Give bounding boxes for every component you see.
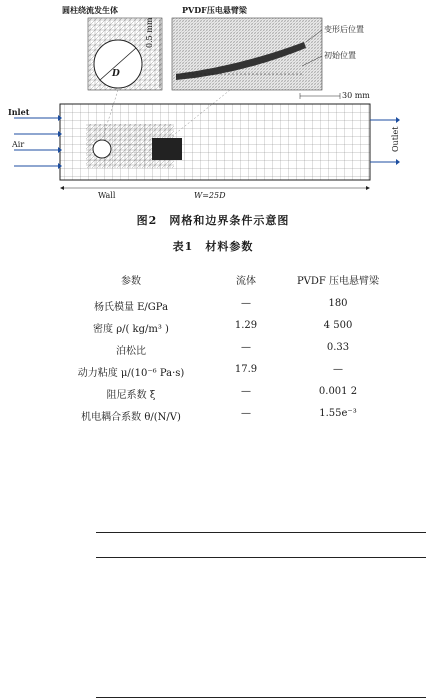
label-width: W=25D [194, 191, 226, 200]
cell-param: 密度 ρ/( kg/m³ ) [93, 324, 169, 335]
cell-param: 阻尼系数 ξ [106, 390, 156, 401]
label-inlet: Inlet [8, 107, 30, 117]
label-dim-05: 0.5 mm [145, 17, 154, 48]
table-row [48, 342, 398, 362]
cell-param: 机电耦合系数 θ/(N/V) [81, 412, 181, 423]
label-diameter: D [112, 69, 120, 79]
cell-fluid: 1.29 [234, 320, 258, 331]
cell-pvdf: 4 500 [323, 320, 353, 331]
figure-caption: 图2 网格和边界条件示意图 [136, 214, 290, 227]
label-wall: Wall [98, 191, 116, 200]
cell-pvdf: — [333, 364, 343, 375]
label-outlet: Outlet [391, 126, 400, 152]
cell-fluid: — [241, 386, 251, 397]
cell-param: 泊松比 [116, 346, 146, 357]
cell-fluid: — [241, 342, 251, 353]
label-dim-30: 30 mm [342, 91, 370, 100]
label-initial-position: 初始位置 [324, 51, 356, 60]
cylinder-small [93, 140, 111, 158]
header-fluid: 流体 [236, 276, 256, 287]
beam-box [152, 138, 182, 160]
cell-pvdf: 0.001 2 [318, 386, 358, 397]
cell-param: 杨氏模量 E/GPa [93, 302, 169, 313]
table-top-rule [96, 532, 426, 533]
cell-pvdf: 1.55e⁻³ [319, 408, 357, 419]
mesh-figure [0, 0, 426, 205]
cell-fluid: — [241, 298, 251, 309]
table-row [48, 298, 398, 318]
table-row [48, 408, 398, 428]
table-row [48, 364, 398, 384]
table-mid-rule [96, 557, 426, 558]
label-cylinder: 圆柱绕流发生体 [62, 5, 118, 15]
header-param: 参数 [121, 276, 141, 287]
cell-pvdf: 180 [328, 298, 348, 309]
cell-pvdf: 0.33 [326, 342, 350, 353]
table-row [48, 320, 398, 340]
cell-fluid: — [241, 408, 251, 419]
table-caption: 表1 材料参数 [172, 240, 254, 253]
label-beam: PVDF压电悬臂梁 [182, 5, 247, 15]
table-row [48, 386, 398, 406]
header-pvdf: PVDF 压电悬臂梁 [296, 276, 380, 287]
cell-param: 动力粘度 μ/(10⁻⁶ Pa·s) [77, 368, 185, 379]
beam-zoom-panel [172, 18, 322, 90]
label-air: Air [12, 140, 25, 149]
table-header-row [48, 272, 398, 292]
cell-fluid: 17.9 [234, 364, 258, 375]
label-deformed-position: 变形后位置 [324, 25, 364, 34]
